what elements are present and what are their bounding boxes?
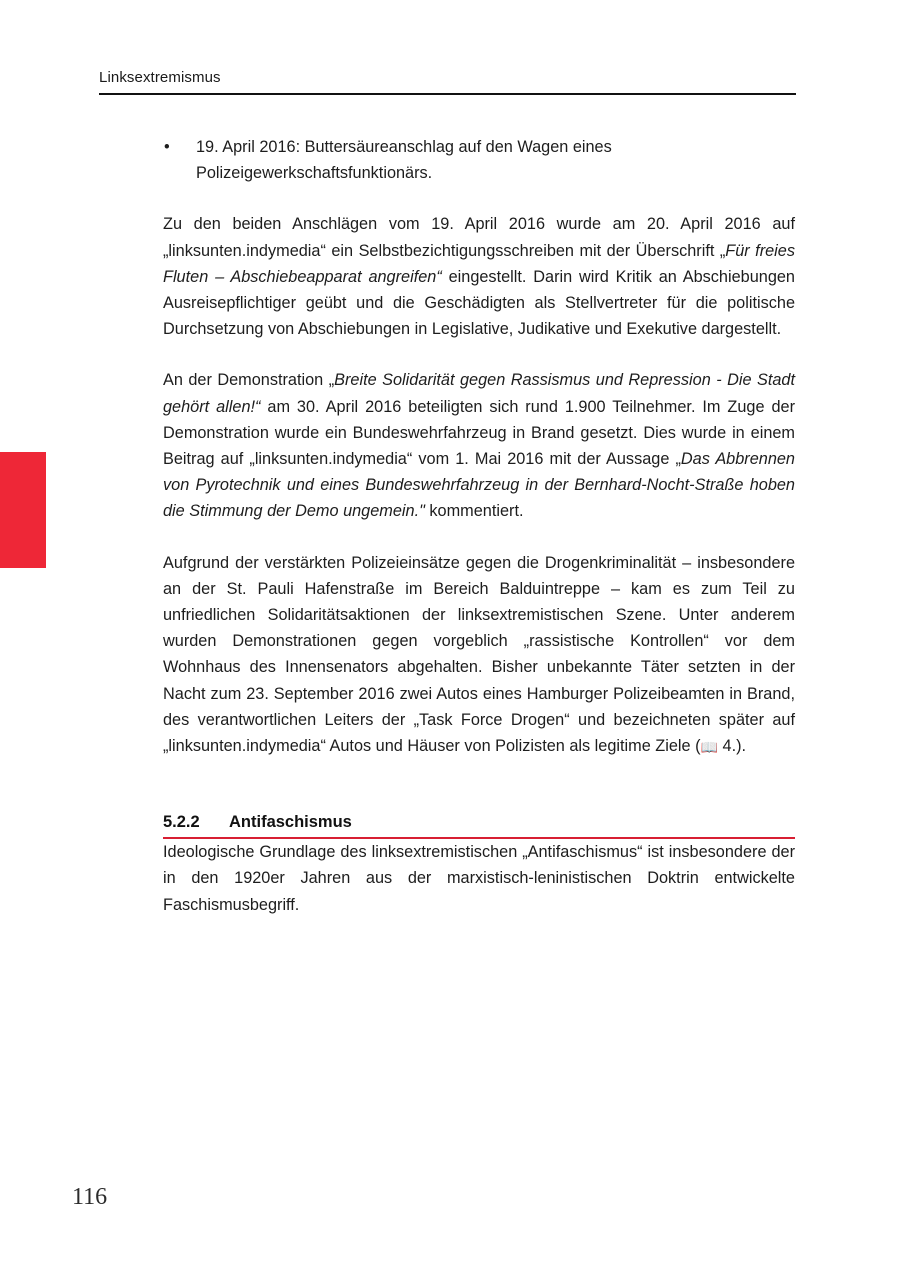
main-content xyxy=(163,134,795,943)
text-run: am 30. April 2016 beteiligten sich rund 1.900 Teilnehmer. Im Zuge der Demonstration wurde ein Bundeswehrfahrzeug in Brand gesetzt. Dies wurde in einem Beitrag auf „linksunten.indymedia“ vom 1. Mai 2016 mit der Aussage xyxy=(163,397,795,469)
bullet-list xyxy=(163,134,795,186)
page-number: 116 xyxy=(72,1184,108,1210)
section-number: 5.2.2 xyxy=(163,813,200,832)
text-run: Ideologische Grundlage des linksextremistischen „Antifaschismus“ ist insbesondere der in den 1920er Jahren aus der marxistisch-leninistischen Doktrin entwickelte Faschismusbegriff. xyxy=(163,843,795,914)
running-header xyxy=(99,68,796,95)
text-run: „ xyxy=(719,241,726,260)
running-header-rule xyxy=(99,93,796,95)
book-icon: 📖 xyxy=(700,739,718,756)
italic-quote: Das Abbrennen von Pyrotechnik und eines Bundeswehrfahrzeug in der Bernhard-Nocht-Straße hoben die Stimmung der Demo ungemein." xyxy=(163,450,795,521)
text-run: Zu den beiden Anschlägen vom 19. April 2016 wurde am 20. April 2016 auf „linksunten.indymedia“ ein Selbstbezichtigungsschreiben mit der Überschrift xyxy=(163,215,795,260)
text-run: eingestellt. Darin wird Kritik an Abschiebungen Ausreisepflichtiger geübt und die Geschädigten als Stellvertreter für die politische Durchsetzung von Abschiebungen in Legislative, Judikative und Exekutive dargestellt. xyxy=(163,267,795,339)
text-run: kommentiert. xyxy=(424,502,524,521)
list-item-text: 19. April 2016: Buttersäureanschlag auf den Wagen eines Polizeigewerkschaftsfunktionärs. xyxy=(196,138,612,183)
paragraph-1 xyxy=(163,211,795,342)
paragraph-2 xyxy=(163,367,795,524)
text-run: Aufgrund der verstärkten Polizeieinsätze gegen die Drogenkriminalität – insbesondere an der St. Pauli Hafenstraße im Bereich Balduintreppe – kam es zum Teil zu unfriedlichen Solidaritätsaktionen der linksextremistischen Szene. Unter anderem wurden Demonstrationen gegen vorgeblich „rassistische Kontrollen“ vor dem Wohnhaus des Innensenators abgehalten. Bisher unbekannte Täter setzten in der Nacht zum 23. September 2016 zwei Autos eines Hamburger Polizeibeamten in Brand, des verantwortlichen Leiters der „Task Force Drogen“ und bezeichneten später auf „linksunten.indymedia“ Autos und Häuser von Polizisten als legitime Ziele ( xyxy=(163,553,795,756)
section-heading xyxy=(163,811,795,839)
section-title: Antifaschismus xyxy=(229,813,352,832)
text-run: An der Demonstration xyxy=(163,371,329,390)
running-header-text: Linksextremismus xyxy=(99,69,221,86)
list-item xyxy=(163,134,795,186)
chapter-tab-marker xyxy=(0,452,46,568)
text-run: 4.). xyxy=(717,737,747,756)
text-run: „ xyxy=(675,450,681,469)
paragraph-4 xyxy=(163,839,795,918)
text-run: „ xyxy=(328,371,335,390)
italic-quote: Für freies Fluten – Abschiebeapparat angreifen“ xyxy=(163,241,795,286)
section-heading-row xyxy=(163,811,795,837)
bullet-marker: • xyxy=(164,138,170,156)
italic-quote: Breite Solidarität gegen Rassismus und Repression - Die Stadt gehört allen!“ xyxy=(163,371,795,416)
paragraph-3 xyxy=(163,550,795,760)
